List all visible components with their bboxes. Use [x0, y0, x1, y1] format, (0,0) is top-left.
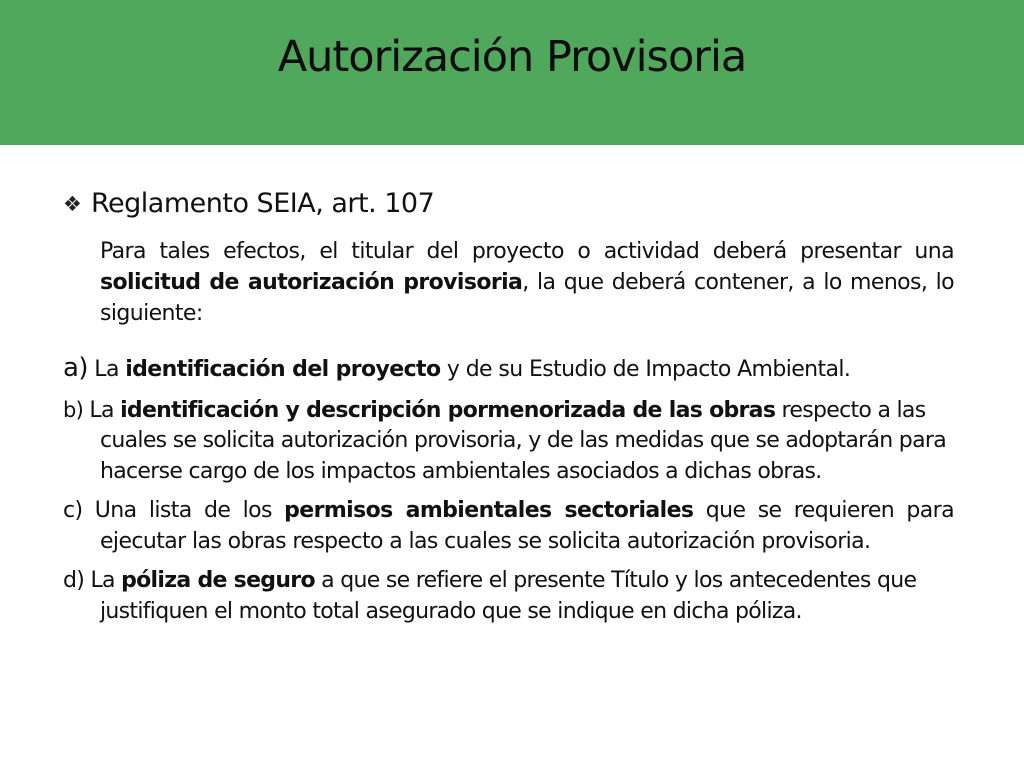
list-item-b-text-start: La [83, 397, 121, 423]
intro-text-end: , la que deberá contener, a lo menos, lo siguiente: [100, 270, 954, 326]
list-item-c-text-start: Una lista de los [82, 498, 285, 523]
list-item-d-emphasis: póliza de seguro [121, 568, 315, 593]
diamond-bullet-icon: ❖ [63, 192, 82, 216]
list-item-c-emphasis: permisos ambientales sectoriales [284, 498, 694, 523]
list-item-c [63, 496, 954, 557]
list-item-b [63, 395, 954, 488]
list-item-a-text-start: La [87, 357, 126, 382]
list-item-b-emphasis: identificación y descripción pormenorizada de las obras [120, 397, 776, 423]
list-item-d-text-end: a que se refiere el presente Título y los antecedentes que justifiquen el monto total asegurado que se indique en dicha póliza. [100, 568, 917, 624]
list-item-a-emphasis: identificación del proyecto [125, 357, 441, 382]
list-item-b-text-end: respecto a las cuales se solicita autorización provisoria, y de las medidas que se adoptarán para hacerse cargo de los impactos ambientales asociados a dichas obras. [100, 397, 946, 484]
intro-emphasis: solicitud de autorización provisoria [100, 270, 523, 295]
list-item-a [63, 353, 954, 386]
intro-paragraph [100, 236, 954, 329]
list-item-d [63, 566, 954, 627]
list-item-c-text-end: que se requieren para ejecutar las obras respecto a las cuales se solicita autorización provisoria. [100, 498, 954, 554]
list-marker-a: a) [63, 353, 88, 383]
intro-text-start: Para tales efectos, el titular del proyecto o actividad deberá presentar una [100, 239, 954, 264]
section-heading-text: Reglamento SEIA, art. 107 [91, 188, 435, 219]
slide-title: Autorización Provisoria [277, 32, 747, 82]
list-item-d-text-start: La [84, 568, 122, 593]
list-marker-c: c) [63, 498, 83, 523]
list-marker-d: d) [63, 568, 85, 593]
list-marker-b: b) [63, 397, 84, 422]
section-heading [63, 184, 954, 224]
slide-content [63, 184, 954, 627]
list-item-a-text-end: y de su Estudio de Impacto Ambiental. [440, 357, 851, 382]
